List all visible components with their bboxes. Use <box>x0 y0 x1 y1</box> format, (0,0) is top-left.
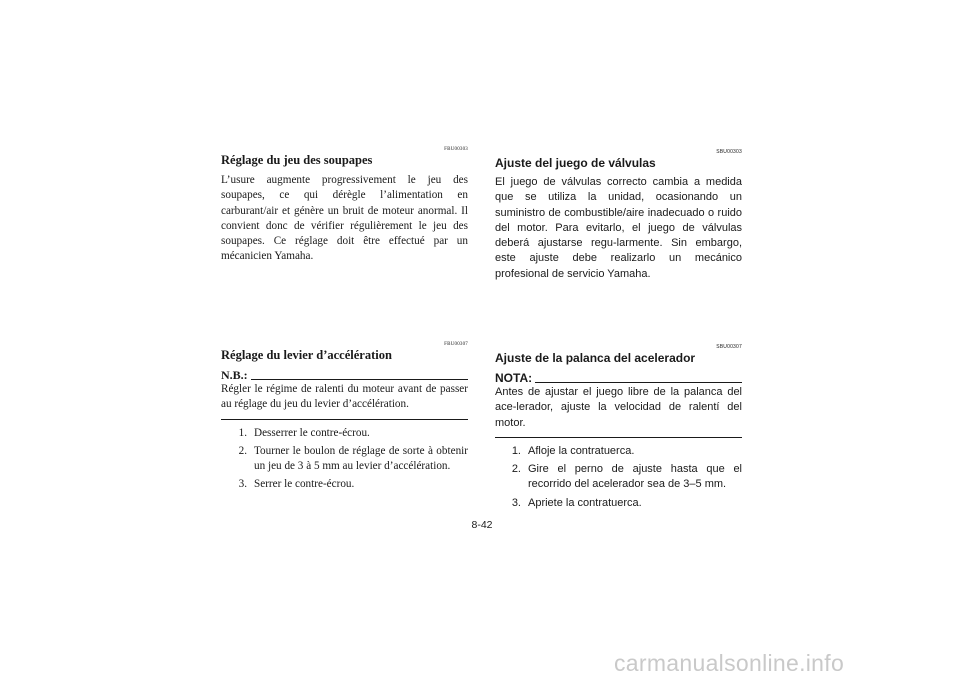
note-rule <box>251 379 468 380</box>
section-title: Réglage du levier d’accélération <box>221 348 392 362</box>
note-rule <box>535 382 742 383</box>
section-title: Réglage du jeu des soupapes <box>221 153 373 167</box>
list-item: 1. Afloje la contratuerca. <box>511 444 635 457</box>
list-item: 3. Serrer le contre-écrou. <box>238 478 355 491</box>
note-label: N.B.: <box>221 368 248 382</box>
list-item: 3. Apriete la contratuerca. <box>511 496 642 509</box>
page-number: 8-42 <box>471 519 493 531</box>
note-header <box>495 371 742 385</box>
note-bottom-rule <box>221 419 468 420</box>
section-body: L’usure augmente progressivement le jeu des soupapes, ce qui dérègle l’alimentation en carburant/air et génère un bruit de moteur anormal. Il convient donc de vérifier régulièrement le jeu des soupapes. Ce réglage doit être effectué par un mécanicien Yamaha. <box>221 174 468 263</box>
es-valve-clearance-section <box>495 149 742 282</box>
list-item: 1. Desserrer le contre-écrou. <box>238 426 370 439</box>
list-item: 2. Gire el perno de ajuste hasta que el recorrido del acelerador sea de 3–5 mm. <box>511 463 742 491</box>
list-item: 2. Tourner le boulon de réglage de sorte à obtenir un jeu de 3 à 5 mm au levier d’accélération. <box>238 444 468 473</box>
es-throttle-lever-section <box>495 344 742 514</box>
section-title: Ajuste de la palanca del acelerador <box>495 351 696 365</box>
note-label: NOTA: <box>495 371 533 385</box>
fr-valve-clearance-section <box>221 146 468 265</box>
note-header <box>221 368 468 382</box>
steps-list <box>221 426 468 493</box>
section-body: El juego de válvulas correcto cambia a medida que se utiliza la unidad, ocasionando un suministro de combustible/aire inadecuado o ruido del motor. Para evitarlo, el juego de válvulas deberá ajustarse regu-larmente. Sin embargo, este ajuste debe realizarlo un mecánico profesional de servicio Yamaha. <box>495 176 742 280</box>
steps-list <box>495 444 742 511</box>
fr-throttle-lever-section <box>221 341 468 496</box>
note-text: Régler le régime de ralenti du moteur avant de passer au réglage du jeu du levier d’accélération. <box>221 383 468 411</box>
note-text: Antes de ajustar el juego libre de la palanca del ace-lerador, ajuste la velocidad de ralentí del motor. <box>495 386 742 429</box>
section-code: SBU00307 <box>716 344 742 350</box>
section-code: FBU00307 <box>444 342 468 347</box>
section-title: Ajuste del juego de válvulas <box>495 156 656 170</box>
note-bottom-rule <box>495 437 742 438</box>
section-code: FBU00303 <box>444 147 468 152</box>
section-code: SBU00303 <box>716 149 742 155</box>
watermark: carmanualsonline.info <box>614 650 845 676</box>
